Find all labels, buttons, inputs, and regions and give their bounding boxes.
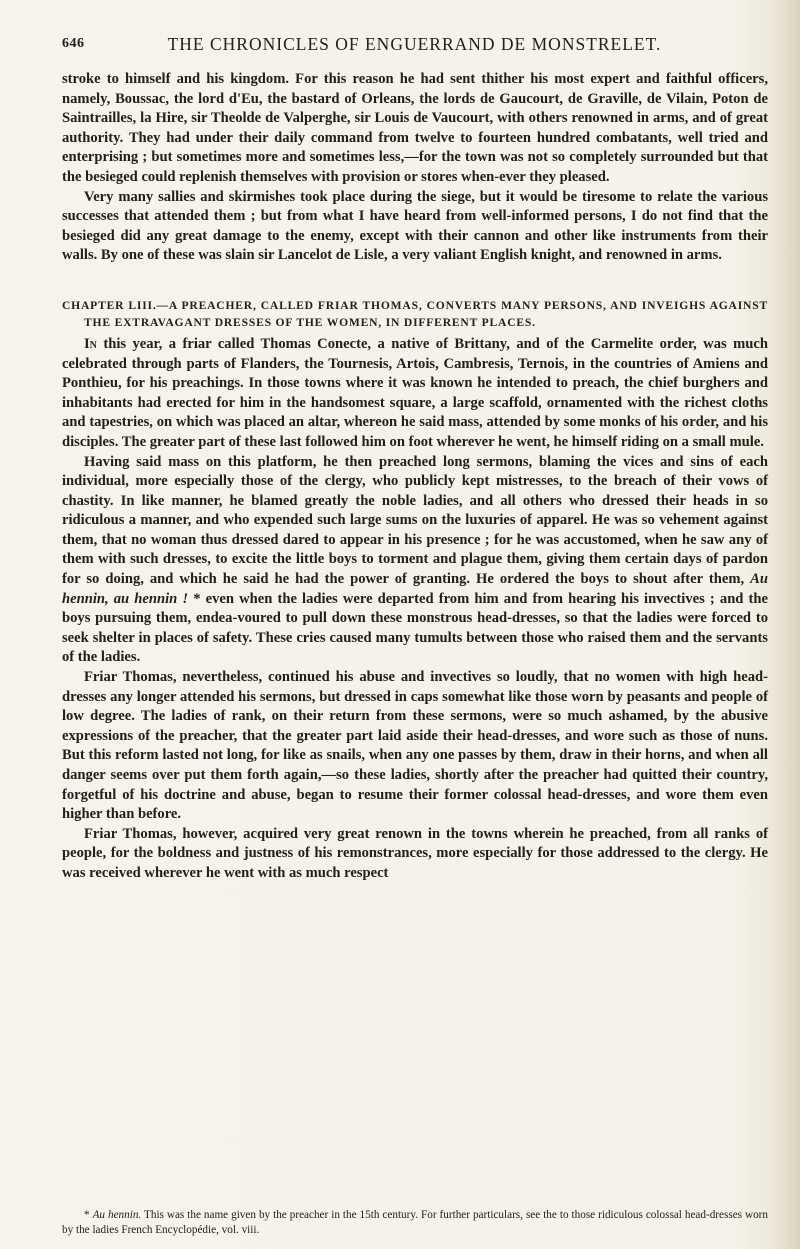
chapter-heading: CHAPTER LIII.—A PREACHER, CALLED FRIAR THOMAS, CONVERTS MANY PERSONS, AND INVEIGHS AGAINST THE EXTRAVAGANT DRESSES OF THE WOMEN, IN DIFFERENT PLACES. xyxy=(62,298,768,330)
paragraph: Friar Thomas, nevertheless, continued his abuse and invectives so loudly, that no women with high head-dresses any longer attended his sermons, but dressed in caps somewhat like those worn by peasants and people of low degree. The ladies of rank, on their return from these sermons, were so much ashamed, by the abusive expressions of the preacher, that the greater part laid aside their head-dresses, and wore such as those of nuns. But this reform lasted not long, for like as snails, when any one passes by them, draw in their horns, and when all danger seems over put them forth again,—so these ladies, shortly after the preacher had quitted their country, forgetful of his doctrine and abuse, began to resume their former colossal head-dresses, and wore them even higher than before. xyxy=(62,669,768,823)
page-number: 646 xyxy=(62,36,85,51)
body-text xyxy=(62,70,768,884)
paragraph-text: Having said mass on this platform, he then preached long sermons, blaming the vices and sins of each individual, more especially those of the clergy, who publicly kept mistresses, to the breach of their vows of chastity. In like manner, he blamed greatly the noble ladies, and all others who dressed their heads in so ridiculous a manner, and who expended such large sums on the luxuries of apparel. He was so vehement against them, that no woman thus dressed dared to appear in his presence ; for he was accustomed, when he saw any of them with such dresses, to excite the little boys to torment and plague them, giving them certain days of pardon for so doing, and which he said he had the power of granting. He ordered the boys to shout after them, xyxy=(62,453,768,588)
paragraph-text: this year, a friar called Thomas Conecte, a native of Brittany, and of the Carmelite order, was much celebrated through parts of Flanders, the Tournesis, Artois, Cambresis, Ternois, in the countries of Amiens and Ponthieu, for his preachings. In those towns where it was known he intended to preach, the chief burghers and inhabitants had erected for him in the handsomest square, a large scaffold, ornamented with the richest cloths and tapestries, on which was placed an altar, whereon he said mass, attended by some monks of his order, and his disciples. The greater part of these last followed him on foot wherever he went, he himself riding on a small mule. xyxy=(62,335,768,450)
footnote-mark: * xyxy=(188,590,206,607)
paragraph: stroke to himself and his kingdom. For this reason he had sent thither his most expert and faithful officers, namely, Boussac, the lord d'Eu, the bastard of Orleans, the lords de Gaucourt, de Graville, de Vilain, Poton de Saintrailles, la Hire, sir Theolde de Valperghe, sir Louis de Vaucourt, with others renowned in arms, and of great authority. They had under their daily command from twelve to fourteen hundred combatants, well tried and enterprising ; but sometimes more and sometimes less,—for the town was not so completely surrounded but that the besieged could replenish themselves with provision or stores when-ever they pleased. xyxy=(62,71,768,185)
running-head: THE CHRONICLES OF ENGUERRAND DE MONSTRELET. xyxy=(167,34,662,54)
paragraph: Very many sallies and skirmishes took place during the siege, but it would be tiresome to relate the various successes that attended them ; but from what I have heard from well-informed persons, I do not find that the besieged did any great damage to the enemy, except with their cannon and other like instruments from their walls. By one of these was slain sir Lancelot de Lisle, a very valiant English knight, and renowned in arms. xyxy=(62,188,768,264)
footnote xyxy=(62,1208,768,1238)
paragraph-text: even when the ladies were departed from him and from hearing his invectives ; and the boys pursuing them, endea-voured to pull down these monstrous head-dresses, so that the ladies were forced to seek shelter in places of safety. These cries caused many tumults between those who raised them and the servants of the ladies. xyxy=(62,590,768,666)
page-edge-shadow xyxy=(770,0,800,1249)
footnote-text: This was the name given by the preacher in the 15th century. For further particulars, see the to those ridiculous colossal head-dresses worn by the ladies French Encyclopédie, vol. viii. xyxy=(62,1209,768,1236)
italic-phrase: Au hennin, au hennin ! xyxy=(62,571,768,607)
paragraph xyxy=(62,335,768,453)
paragraph: Friar Thomas, however, acquired very great renown in the towns wherein he preached, from all ranks of people, for the boldness and justness of his remonstrances, more especially for those addressed to the clergy. He was received wherever he went with as much respect xyxy=(62,825,768,881)
initial-word: In xyxy=(84,335,97,352)
footnote-mark: * xyxy=(84,1209,93,1221)
page-header xyxy=(62,34,767,56)
footnote-term: Au hennin. xyxy=(92,1209,142,1221)
paragraph xyxy=(62,453,768,669)
